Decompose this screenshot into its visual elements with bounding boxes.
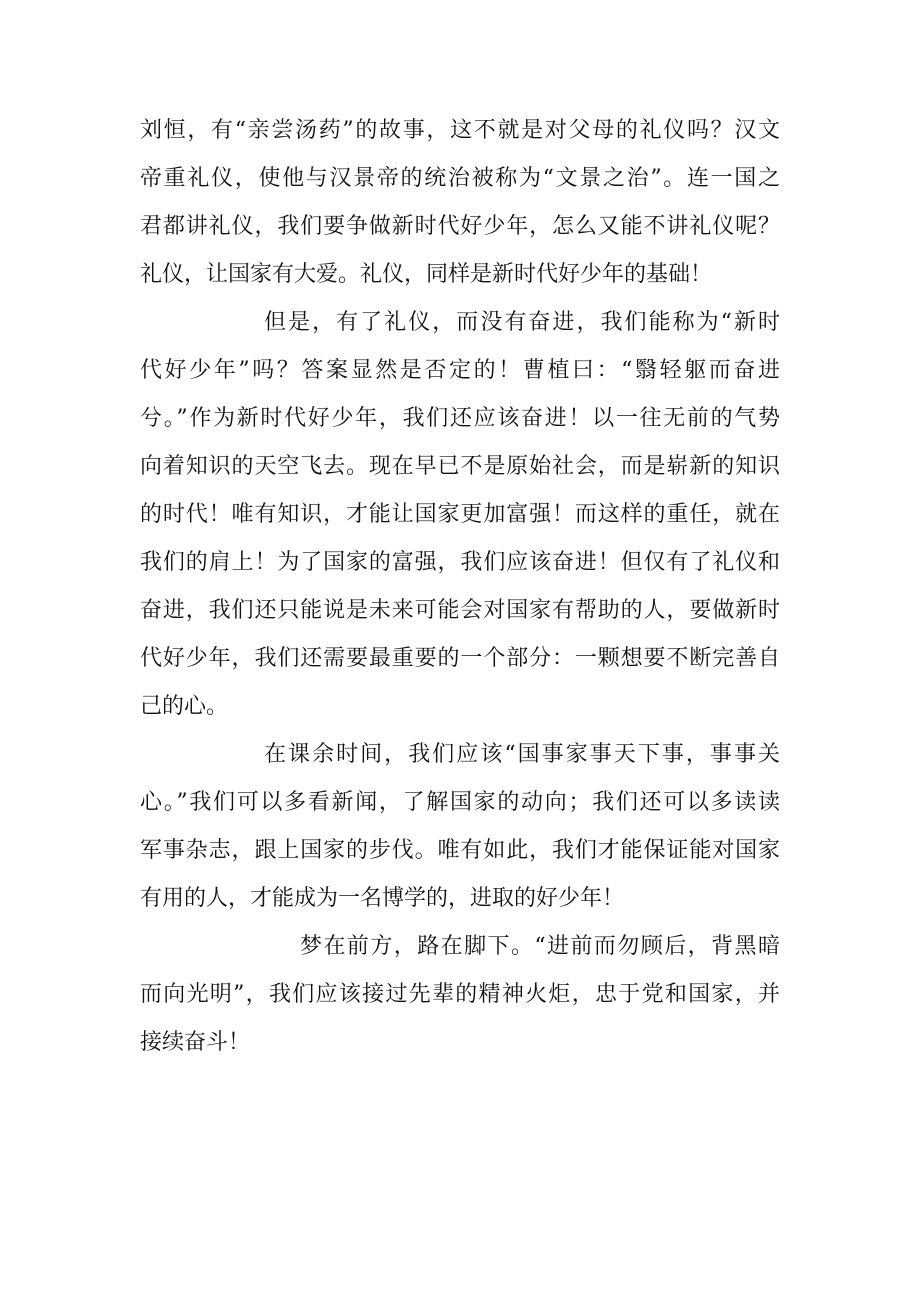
text-line: 而向光明”，我们应该接过先辈的精神火炬，忠于党和国家，并 xyxy=(140,982,780,1007)
text-line: 君都讲礼仪，我们要争做新时代好少年，怎么又能不讲礼仪呢？ xyxy=(140,214,780,239)
text-line: 兮。”作为新时代好少年，我们还应该奋进！以一往无前的气势 xyxy=(140,406,780,431)
text-line: 代好少年”吗？答案显然是否定的！曹植曰：“翳轻躯而奋进 xyxy=(140,358,780,383)
document-body xyxy=(140,107,780,1067)
text-line: 接续奋斗！ xyxy=(140,1030,251,1055)
text-line: 心。”我们可以多看新闻，了解国家的动向；我们还可以多读读 xyxy=(140,790,780,815)
text-line: 但是，有了礼仪，而没有奋进，我们能称为“新时 xyxy=(264,310,780,335)
text-line: 我们的肩上！为了国家的富强，我们应该奋进！但仅有了礼仪和 xyxy=(140,550,780,575)
text-line: 刘恒，有“亲尝汤药”的故事，这不就是对父母的礼仪吗？汉文 xyxy=(140,118,780,143)
text-line: 军事杂志，跟上国家的步伐。唯有如此，我们才能保证能对国家 xyxy=(140,838,780,863)
paragraph xyxy=(140,731,780,923)
text-line: 在课余时间，我们应该“国事家事天下事，事事关 xyxy=(264,742,780,767)
text-line: 帝重礼仪，使他与汉景帝的统治被称为“文景之治”。连一国之 xyxy=(140,166,780,191)
text-line: 有用的人，才能成为一名博学的，进取的好少年！ xyxy=(140,886,625,911)
text-line: 代好少年，我们还需要最重要的一个部分：一颗想要不断完善自 xyxy=(140,646,780,671)
text-line: 礼仪，让国家有大爱。礼仪，同样是新时代好少年的基础！ xyxy=(140,262,713,287)
text-line: 的时代！唯有知识，才能让国家更加富强！而这样的重任，就在 xyxy=(140,502,780,527)
text-line: 向着知识的天空飞去。现在早已不是原始社会，而是崭新的知识 xyxy=(140,454,780,479)
text-line: 奋进，我们还只能说是未来可能会对国家有帮助的人，要做新时 xyxy=(140,598,780,623)
paragraph xyxy=(140,923,780,1067)
text-line: 己的心。 xyxy=(140,694,229,719)
paragraph xyxy=(140,107,780,299)
paragraph xyxy=(140,299,780,731)
text-line: 梦在前方，路在脚下。“进前而勿顾后，背黑暗 xyxy=(300,934,780,959)
